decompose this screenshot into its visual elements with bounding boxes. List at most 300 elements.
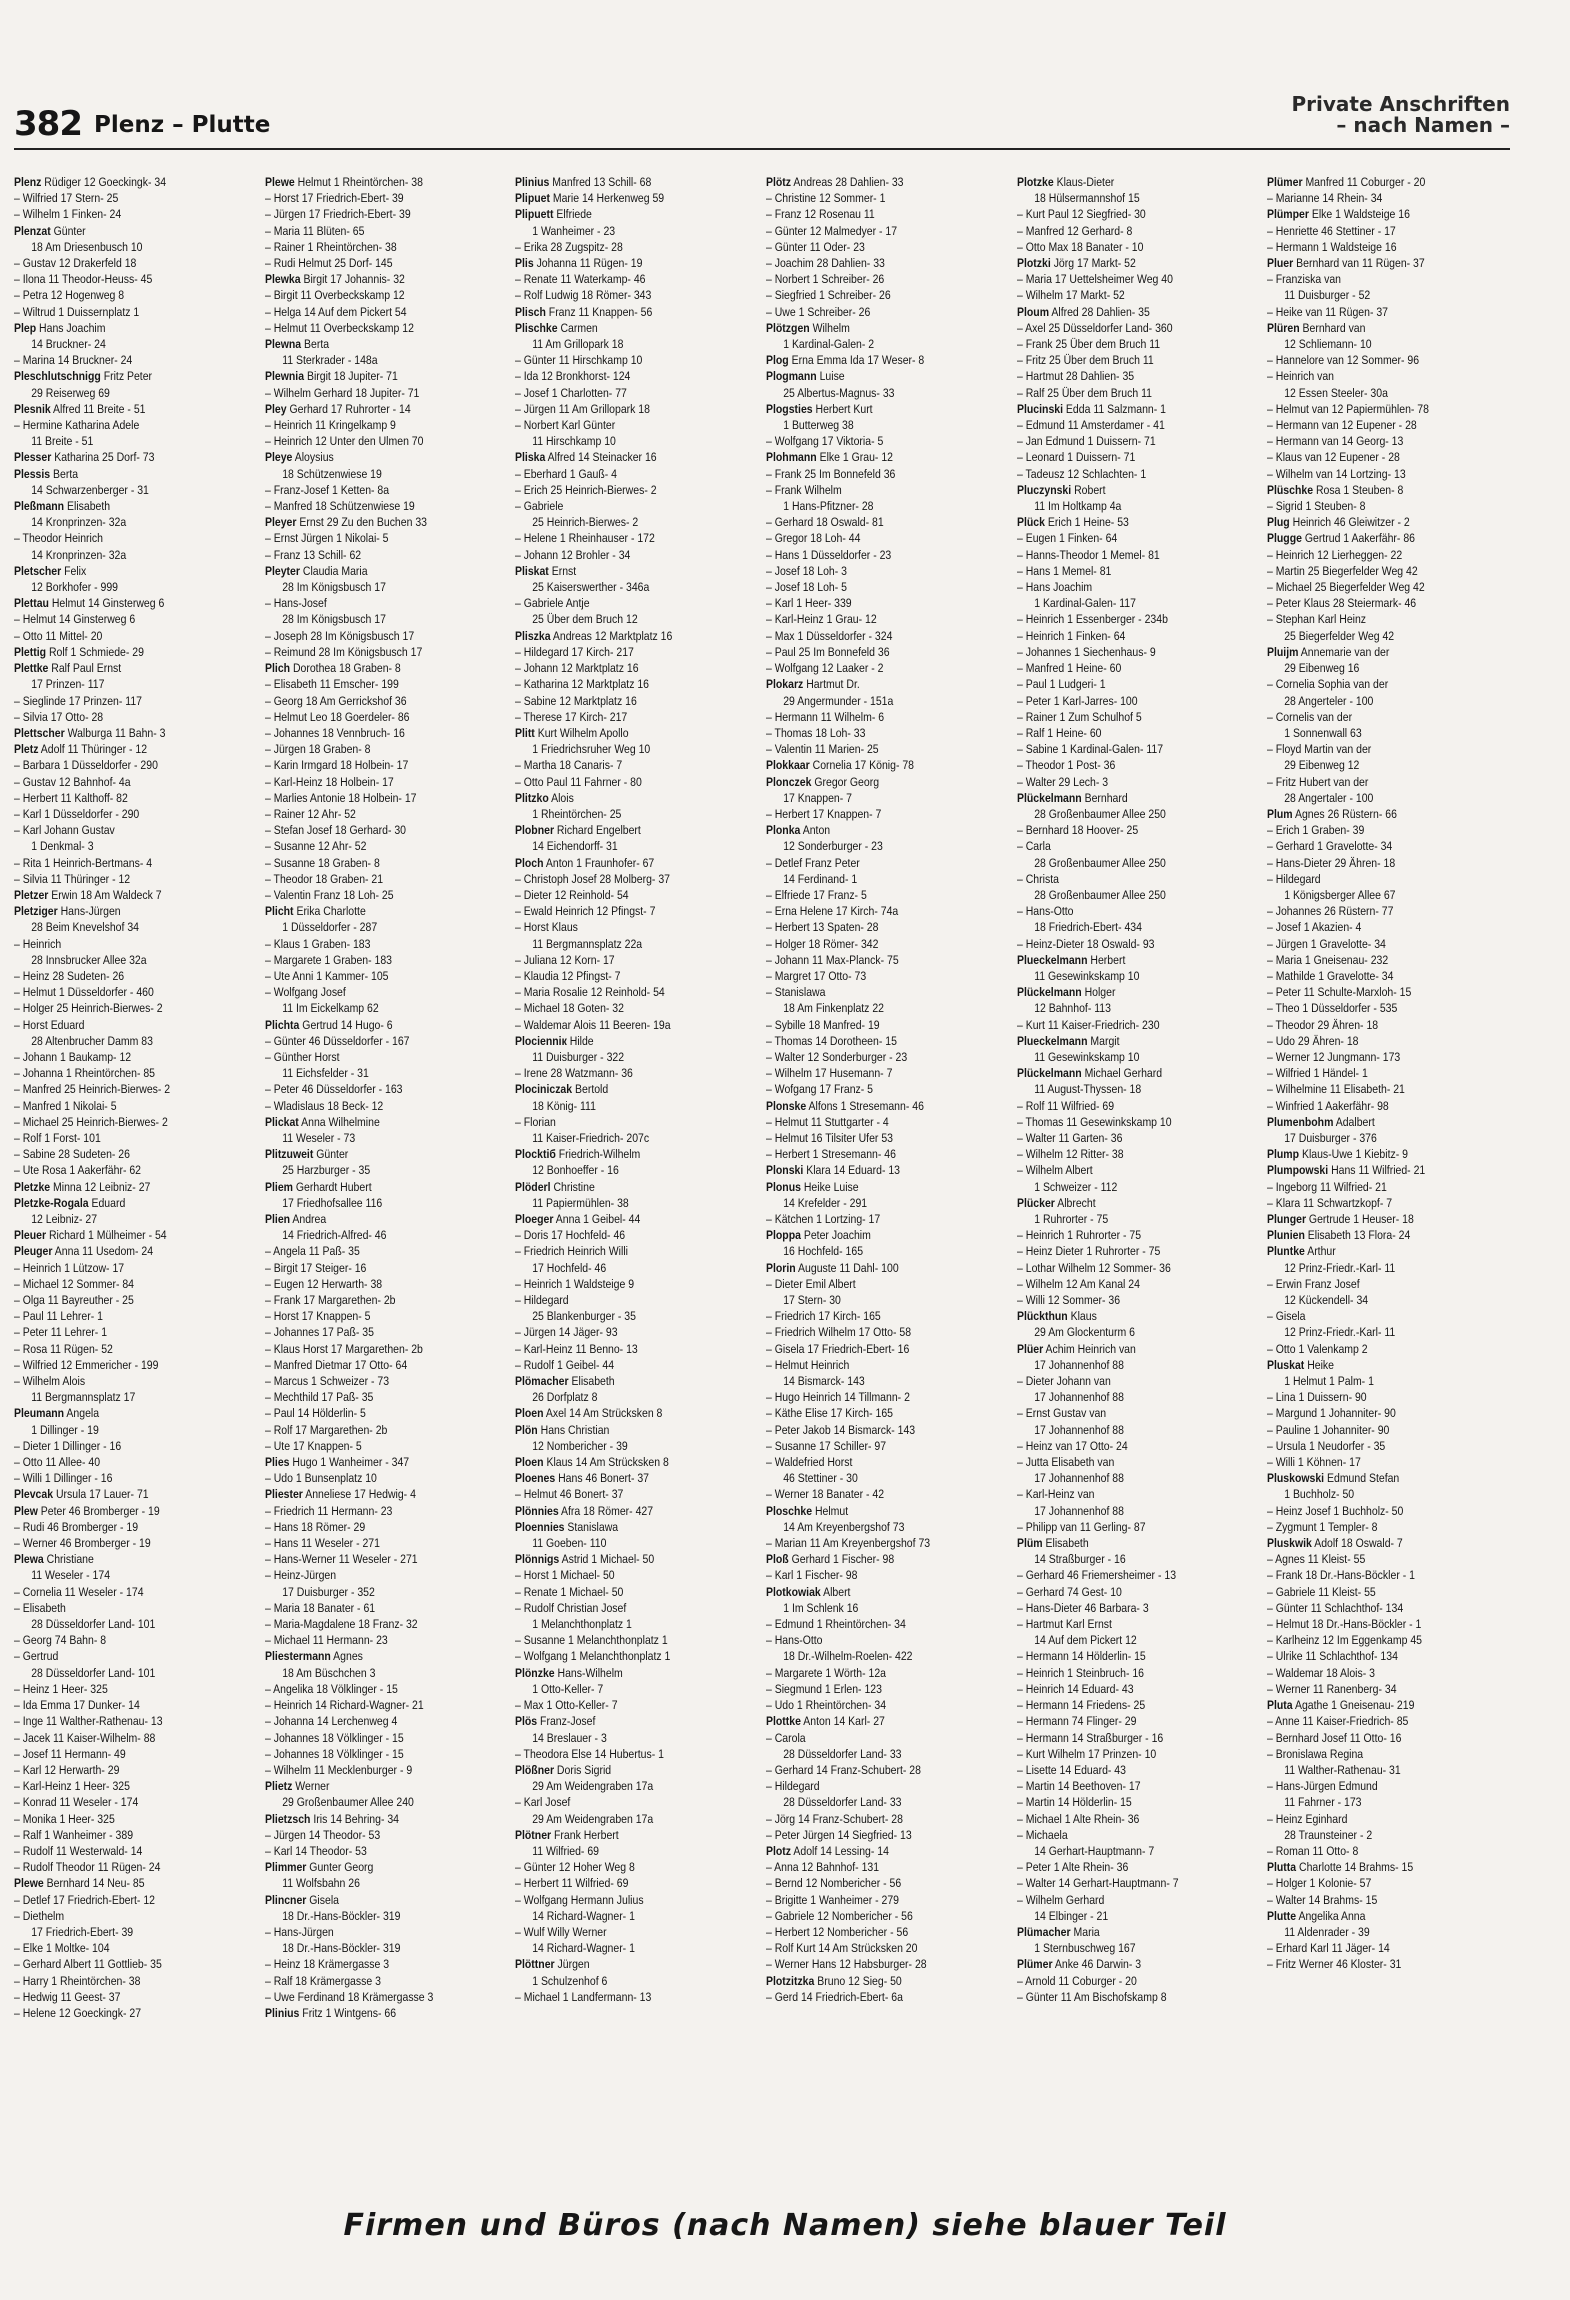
directory-entry: 14 Schwarzenberger - 31 — [31, 482, 149, 497]
directory-entry: 11 August-Thyssen- 18 — [1033, 1082, 1141, 1097]
directory-entry-surname: Plüren Bernhard van — [1267, 320, 1366, 335]
directory-entry: 11 Goeben- 110 — [532, 1536, 607, 1551]
directory-entry: – Wilhelm Gerhard 18 Jupiter- 71 — [264, 385, 420, 400]
directory-entry: – Günter 11 Schlachthof- 134 — [1267, 1600, 1404, 1615]
directory-entry: 14 Gerhart-Hauptmann- 7 — [1033, 1843, 1154, 1858]
directory-entry: – Helene 1 Rheinhauser - 172 — [515, 531, 656, 546]
directory-entry: – Helmut 16 Tilsiter Ufer 53 — [766, 1130, 893, 1145]
directory-entry: 17 Knappen- 7 — [783, 790, 852, 805]
directory-entry: 17 Johannenhof 88 — [1033, 1503, 1124, 1518]
directory-entry: 16 Hochfeld- 165 — [783, 1244, 864, 1259]
directory-entry: – Otto Paul 11 Fahrner - 80 — [515, 774, 643, 789]
directory-entry: 29 Am Weidengraben 17a — [532, 1779, 654, 1794]
directory-entry: – Ilona 11 Theodor-Heuss- 45 — [14, 272, 153, 287]
directory-entry: 1 Wanheimer - 23 — [532, 223, 616, 238]
directory-entry-surname: Pliestermann Agnes — [264, 1649, 363, 1664]
directory-entry: 25 Über dem Bruch 12 — [532, 612, 638, 627]
directory-entry: – Johann 12 Brohler - 34 — [515, 547, 631, 562]
directory-entry: – Peter 1 Karl-Jarres- 100 — [1016, 693, 1138, 708]
directory-entry: – Wofgang 17 Franz- 5 — [766, 1082, 874, 1097]
directory-entry: 11 Kaiser-Friedrich- 207c — [532, 1130, 650, 1145]
directory-entry: – Karin Irmgard 18 Holbein- 17 — [264, 758, 408, 773]
directory-entry-surname: Plotkowiak Albert — [766, 1584, 851, 1599]
directory-entry: – Ute 17 Knappen- 5 — [264, 1438, 362, 1453]
directory-entry: – Heinrich 1 Essenberger - 234b — [1016, 612, 1168, 627]
directory-entry: – Werner Hans 12 Habsburger- 28 — [766, 1957, 927, 1972]
directory-entry: – Udo 1 Bunsenplatz 10 — [264, 1471, 377, 1486]
directory-entry: – Heinz van 17 Otto- 24 — [1016, 1438, 1128, 1453]
directory-entry: – Frank 25 Im Bonnefeld 36 — [766, 466, 896, 481]
directory-entry: – Franz-Josef 1 Ketten- 8a — [264, 482, 389, 497]
directory-entry: – Herbert 11 Wilfried- 69 — [515, 1876, 629, 1891]
directory-entry: – Manfred 1 Nikolai- 5 — [14, 1098, 117, 1113]
directory-entry: – Michael 25 Biegerfelder Weg 42 — [1267, 580, 1426, 595]
directory-entry-surname: Plucinski Edda 11 Salzmann- 1 — [1016, 401, 1166, 416]
directory-entry: – Heinz Dieter 1 Ruhrorter - 75 — [1016, 1244, 1160, 1259]
directory-entry: – Edmund 11 Amsterdamer - 41 — [1016, 418, 1165, 433]
directory-entry-surname: Pliester Anneliese 17 Hedwig- 4 — [264, 1487, 416, 1502]
directory-entry: – Susanne 17 Schiller- 97 — [766, 1438, 887, 1453]
directory-entry: 17 Duisburger - 376 — [1284, 1130, 1378, 1145]
directory-entry: – Herbert 1 Stresemann- 46 — [766, 1147, 896, 1162]
directory-entry: 18 Am Finkenplatz 22 — [783, 1001, 884, 1016]
directory-entry: – Helene 12 Goeckingk- 27 — [14, 2005, 142, 2020]
directory-entry: – Jürgen 18 Graben- 8 — [264, 742, 371, 757]
directory-entry: – Ida Emma 17 Dunker- 14 — [14, 1698, 140, 1713]
directory-entry: – Hans-Otto — [766, 1633, 823, 1648]
directory-entry: 12 Leibniz- 27 — [31, 1212, 98, 1226]
directory-entry-surname: Plonske Alfons 1 Stresemann- 46 — [766, 1098, 924, 1113]
directory-entry-surname: Plitzko Alois — [515, 790, 575, 805]
directory-entry: – Philipp van 11 Gerling- 87 — [1016, 1519, 1146, 1534]
directory-entry: – Willi 12 Sommer- 36 — [1016, 1293, 1120, 1308]
directory-entry: – Ida 12 Bronkhorst- 124 — [515, 369, 631, 384]
directory-entry: – Horst Eduard — [14, 1017, 85, 1032]
directory-entry: – Herbert 17 Knappen- 7 — [766, 806, 882, 821]
directory-entry: – Axel 25 Düsseldorfer Land- 360 — [1016, 320, 1173, 335]
directory-entry: – Bernd 12 Nombericher - 56 — [766, 1876, 902, 1891]
directory-entry: – Peter Jürgen 14 Siegfried- 13 — [766, 1827, 912, 1842]
directory-entry: – Rolf 17 Margarethen- 2b — [264, 1422, 388, 1437]
directory-entry-surname: Plötner Frank Herbert — [515, 1827, 620, 1842]
directory-entry-surname: Plumpowski Hans 11 Wilfried- 21 — [1267, 1163, 1426, 1178]
directory-entry: – Frank 18 Dr.-Hans-Böckler - 1 — [1267, 1568, 1416, 1583]
directory-column — [265, 174, 512, 2192]
directory-entry: 25 Heinrich-Bierwes- 2 — [532, 515, 639, 530]
directory-entry-surname: Plesser Katharina 25 Dorf- 73 — [14, 450, 155, 465]
directory-entry: – Marlies Antonie 18 Holbein- 17 — [264, 790, 417, 805]
directory-entry: – Josef 18 Loh- 5 — [766, 580, 848, 595]
directory-entry: – Käthe Elise 17 Kirch- 165 — [766, 1406, 894, 1421]
directory-entry: 12 Prinz-Friedr.-Karl- 11 — [1284, 1260, 1396, 1275]
directory-entry: – Heinrich 1 Lützow- 17 — [14, 1260, 125, 1275]
directory-entry: – Paul 14 Hölderlin- 5 — [264, 1406, 366, 1421]
directory-entry: – Peter Klaus 28 Steiermark- 46 — [1267, 596, 1417, 611]
directory-entry-surname: Plüschke Rosa 1 Steuben- 8 — [1267, 482, 1404, 497]
directory-entry: – Otto 11 Mittel- 20 — [14, 628, 103, 643]
directory-entry: 14 Bismarck- 143 — [783, 1374, 865, 1389]
directory-entry: – Karl 14 Theodor- 53 — [264, 1843, 367, 1858]
directory-entry: – Eugen 12 Herwarth- 38 — [264, 1276, 382, 1291]
directory-entry-surname: Plettscher Walburga 11 Bahn- 3 — [14, 725, 166, 740]
directory-entry: 1 Düsseldorfer - 287 — [281, 920, 377, 935]
directory-entry-surname: Pletscher Felix — [14, 563, 87, 578]
directory-entry: – Gustav 12 Bahnhof- 4a — [14, 774, 131, 789]
directory-entry: – Angelika 18 Völklinger - 15 — [264, 1681, 398, 1696]
directory-entry-surname: Plümer Manfred 11 Coburger - 20 — [1267, 175, 1426, 189]
directory-entry: – Dieter 1 Dillinger - 16 — [14, 1438, 122, 1453]
directory-entry-surname: Pliska Alfred 14 Steinacker 16 — [515, 450, 657, 465]
directory-entry-surname: Pluijm Annemarie van der — [1267, 644, 1390, 659]
directory-entry-surname: Plietz Werner — [264, 1779, 330, 1794]
directory-entry-surname: Ploch Anton 1 Fraunhofer- 67 — [515, 855, 655, 870]
directory-entry: – Florian — [515, 1114, 557, 1129]
directory-entry: – Hanns-Theodor 1 Memel- 81 — [1016, 547, 1160, 562]
directory-entry: 11 Im Eickelkamp 62 — [281, 1001, 379, 1016]
directory-entry: – Walter 29 Lech- 3 — [1016, 774, 1108, 789]
directory-entry-surname: Plevcak Ursula 17 Lauer- 71 — [14, 1487, 149, 1502]
directory-entry: – Josef 11 Hermann- 49 — [14, 1746, 126, 1761]
directory-columns — [14, 174, 1514, 2192]
directory-entry: – Wilhelm Albert — [1016, 1163, 1093, 1178]
directory-entry: 25 Biegerfelder Weg 42 — [1284, 628, 1395, 643]
directory-entry-surname: Plonczek Gregor Georg — [766, 774, 880, 789]
directory-entry: – Wilhelm Gerhard — [1016, 1892, 1105, 1907]
directory-entry: – Peter 11 Lehrer- 1 — [14, 1325, 108, 1340]
directory-entry: 28 Altenbrucher Damm 83 — [31, 1033, 153, 1048]
directory-entry-surname: Pletzke-Rogala Eduard — [14, 1195, 126, 1210]
directory-entry: 11 Walther-Rathenau- 31 — [1284, 1762, 1402, 1777]
directory-column — [1017, 174, 1264, 2192]
directory-entry: – Gustav 12 Drakerfeld 18 — [14, 256, 137, 271]
directory-entry-surname: Plewe Helmut 1 Rheintörchen- 38 — [264, 175, 423, 189]
directory-entry: – Martin 25 Biegerfelder Weg 42 — [1267, 563, 1419, 578]
directory-entry: – Olga 11 Bayreuther - 25 — [14, 1293, 134, 1308]
directory-entry: – Hildegard — [515, 1293, 569, 1308]
directory-entry: – Gregor 18 Loh- 44 — [766, 531, 861, 546]
directory-entry: – Elke 1 Moltke- 104 — [14, 1941, 110, 1956]
directory-entry: 12 Kückendell- 34 — [1284, 1293, 1369, 1308]
directory-entry: – Johanna 14 Lerchenweg 4 — [264, 1714, 397, 1729]
directory-entry: – Gerhard 18 Oswald- 81 — [766, 515, 884, 530]
directory-entry-surname: Ploenes Hans 46 Bonert- 37 — [515, 1471, 650, 1486]
directory-entry: – Erna Helene 17 Kirch- 74a — [766, 904, 899, 919]
directory-entry: – Paul 25 Im Bonnefeld 36 — [766, 644, 890, 659]
directory-entry: – Hermann van 14 Georg- 13 — [1267, 434, 1404, 449]
directory-entry: 18 Am Driesenbusch 10 — [31, 239, 143, 254]
directory-entry: – Jacek 11 Kaiser-Wilhelm- 88 — [14, 1730, 156, 1745]
directory-entry: 1 Im Schlenk 16 — [783, 1600, 859, 1615]
directory-entry: – Wiltrud 1 Duissernplatz 1 — [14, 304, 140, 319]
directory-entry-surname: Plös Franz-Josef — [515, 1714, 596, 1729]
directory-entry: – Manfred Dietmar 17 Otto- 64 — [264, 1357, 407, 1372]
directory-entry: – Karl Josef — [515, 1795, 571, 1810]
directory-entry: – Fritz 25 Über dem Bruch 11 — [1016, 353, 1154, 368]
directory-entry: – Max 1 Düsseldorfer - 324 — [766, 628, 893, 643]
directory-entry: – Theodor 18 Graben- 21 — [264, 871, 383, 886]
directory-entry-surname: Plorin Auguste 11 Dahl- 100 — [766, 1260, 899, 1275]
directory-entry-surname: Plischke Carmen — [515, 320, 599, 335]
directory-entry: – Helmut 11 Stuttgarter - 4 — [766, 1114, 889, 1129]
directory-entry: – Karl-Heinz 11 Benno- 13 — [515, 1341, 639, 1356]
directory-entry-surname: Pliem Gerhardt Hubert — [264, 1179, 372, 1194]
directory-entry: – Johannes 26 Rüstern- 77 — [1267, 904, 1394, 919]
directory-column — [1267, 174, 1514, 2192]
directory-entry: – Elfriede 17 Franz- 5 — [766, 887, 867, 902]
directory-entry: – Norbert Karl Günter — [515, 418, 616, 433]
directory-entry: – Eberhard 1 Gauß- 4 — [515, 466, 618, 481]
directory-entry-surname: Pluczynski Robert — [1016, 482, 1106, 497]
directory-entry: 28 Großenbaumer Allee 250 — [1033, 887, 1166, 902]
directory-entry: – Wolfgang Hermann Julius — [515, 1892, 644, 1907]
directory-entry: – Floyd Martin van der — [1267, 742, 1372, 757]
directory-entry: – Wilfried 17 Stern- 25 — [14, 191, 119, 206]
directory-entry: 46 Stettiner - 30 — [783, 1471, 858, 1486]
directory-entry: – Karl-Heinz 1 Grau- 12 — [766, 612, 877, 627]
directory-entry: – Lisette 14 Eduard- 43 — [1016, 1762, 1126, 1777]
directory-entry: 28 Großenbaumer Allee 250 — [1033, 855, 1166, 870]
directory-entry: – Jürgen 11 Am Grillopark 18 — [515, 401, 651, 416]
directory-entry: 14 Kronprinzen- 32a — [31, 515, 127, 530]
directory-entry: 18 Friedrich-Ebert- 434 — [1033, 920, 1142, 935]
directory-entry-surname: Plociniczak Bertold — [515, 1082, 609, 1097]
directory-entry: 28 Innsbrucker Allee 32a — [31, 952, 147, 967]
directory-entry: – Günter 11 Oder- 23 — [766, 239, 865, 254]
directory-entry: – Johannes 18 Völklinger - 15 — [264, 1730, 404, 1745]
directory-entry: – Cornelia Sophia van der — [1267, 677, 1389, 692]
directory-entry: – Siegfried 1 Schreiber- 26 — [766, 288, 891, 303]
directory-entry: 1 Otto-Keller- 7 — [532, 1681, 604, 1696]
directory-entry: – Margarete 1 Wörth- 12a — [766, 1665, 887, 1680]
directory-entry-surname: Pluntke Arthur — [1267, 1244, 1337, 1259]
directory-entry: – Diethelm — [14, 1908, 65, 1923]
directory-entry-surname: Plipuett Elfriede — [515, 207, 593, 222]
directory-entry-surname: Plenz Rüdiger 12 Goeckingk- 34 — [14, 175, 167, 189]
directory-entry: – Wolfgang Josef — [264, 985, 346, 1000]
page-header — [14, 86, 1510, 150]
directory-entry: – Hugo Heinrich 14 Tillmann- 2 — [766, 1390, 910, 1405]
directory-entry: 1 Denkmal- 3 — [31, 839, 94, 854]
directory-entry: 14 Friedrich-Alfred- 46 — [281, 1228, 387, 1243]
directory-entry-surname: Plumenbohm Adalbert — [1267, 1114, 1376, 1129]
directory-entry: – Manfred 18 Schützenwiese 19 — [264, 499, 415, 514]
directory-entry-surname: Plewe Bernhard 14 Neu- 85 — [14, 1876, 145, 1891]
directory-entry: – Wolfgang 12 Laaker - 2 — [766, 661, 884, 676]
directory-entry: – Jürgen 17 Friedrich-Ebert- 39 — [264, 207, 411, 222]
directory-entry: – Siegmund 1 Erlen- 123 — [766, 1681, 882, 1696]
directory-entry: – Werner 12 Jungmann- 173 — [1267, 1049, 1401, 1064]
directory-entry-surname: Pleuger Anna 11 Usedom- 24 — [14, 1244, 154, 1259]
directory-entry: – Georg 74 Bahn- 8 — [14, 1633, 107, 1648]
directory-entry: 14 Richard-Wagner- 1 — [532, 1941, 636, 1956]
directory-entry: – Helmut van 12 Papiermühlen- 78 — [1267, 401, 1430, 416]
directory-entry: – Elisabeth 11 Emscher- 199 — [264, 677, 399, 692]
directory-entry: 28 Im Königsbusch 17 — [281, 580, 386, 595]
directory-entry: – Jürgen 14 Jäger- 93 — [515, 1325, 618, 1340]
directory-entry: – Heinrich 1 Steinbruch- 16 — [1016, 1665, 1144, 1680]
directory-entry-surname: Plonus Heike Luise — [766, 1179, 859, 1194]
directory-entry: 1 Kardinal-Galen- 2 — [783, 337, 875, 352]
directory-entry: – Manfred 1 Heine- 60 — [1016, 661, 1121, 676]
directory-entry: – Theodor 1 Post- 36 — [1016, 758, 1115, 773]
directory-entry: – Kurt Paul 12 Siegfried- 30 — [1016, 207, 1146, 222]
directory-entry: 29 Eibenweg 12 — [1284, 758, 1360, 773]
directory-entry: – Gerhard 74 Gest- 10 — [1016, 1584, 1122, 1599]
directory-entry: – Michael 25 Heinrich-Bierwes- 2 — [14, 1114, 168, 1129]
directory-entry: – Elisabeth — [14, 1600, 66, 1615]
directory-entry-surname: Plettau Helmut 14 Ginsterweg 6 — [14, 596, 165, 611]
directory-entry: – Theodor Heinrich — [14, 531, 103, 546]
directory-entry: – Jürgen 14 Theodor- 53 — [264, 1827, 380, 1842]
directory-entry-surname: Ploschke Helmut — [766, 1503, 849, 1518]
directory-entry-surname: Plößner Doris Sigrid — [515, 1762, 612, 1777]
directory-entry: – Theodora Else 14 Hubertus- 1 — [515, 1746, 665, 1761]
directory-entry: – Tadeusz 12 Schlachten- 1 — [1016, 466, 1146, 481]
directory-entry: – Silvia 17 Otto- 28 — [14, 709, 104, 724]
directory-entry: 25 Harzburger - 35 — [281, 1163, 370, 1178]
directory-entry: 14 Ferdinand- 1 — [783, 871, 858, 886]
directory-entry: – Marcus 1 Schweizer - 73 — [264, 1374, 389, 1389]
directory-entry: – Erika 28 Zugspitz- 28 — [515, 239, 624, 254]
directory-entry: – Heinz 18 Krämergasse 3 — [264, 1957, 389, 1972]
directory-entry: 29 Großenbaumer Allee 240 — [281, 1795, 414, 1810]
directory-entry-surname: Ploen Axel 14 Am Strücksken 8 — [515, 1406, 663, 1421]
directory-entry-surname: Plötz Andreas 28 Dahlien- 33 — [766, 175, 904, 189]
directory-entry: 11 Weseler - 174 — [31, 1568, 111, 1583]
directory-entry-surname: Plewna Berta — [264, 337, 329, 352]
directory-entry-surname: Plohmann Elke 1 Grau- 12 — [766, 450, 893, 465]
directory-entry: – Wulf Willy Werner — [515, 1924, 607, 1939]
directory-column — [14, 174, 261, 2192]
directory-entry: – Thomas 14 Dorotheen- 15 — [766, 1033, 897, 1048]
directory-entry: – Irene 28 Watzmann- 36 — [515, 1066, 634, 1081]
directory-entry-surname: Ploen Klaus 14 Am Strücksken 8 — [515, 1455, 670, 1470]
directory-entry: – Klaudia 12 Pfingst- 7 — [515, 968, 621, 983]
directory-entry: – Udo 1 Rheintörchen- 34 — [766, 1698, 887, 1713]
directory-entry: 1 Friedrichsruher Weg 10 — [532, 742, 651, 757]
directory-entry: 1 Hans-Pfitzner- 28 — [783, 499, 874, 514]
directory-entry: – Erwin Franz Josef — [1267, 1276, 1360, 1291]
directory-entry: – Leonard 1 Duissern- 71 — [1016, 450, 1135, 465]
directory-entry: – Hans-Jürgen — [264, 1924, 334, 1939]
directory-entry: – Michael 12 Sommer- 84 — [14, 1276, 135, 1291]
directory-entry-surname: Plüer Achim Heinrich van — [1016, 1341, 1136, 1356]
directory-entry-surname: Plugge Gertrud 1 Aakerfähr- 86 — [1267, 531, 1416, 546]
directory-entry: – Pauline 1 Johanniter- 90 — [1267, 1422, 1390, 1437]
directory-entry: – Walter 11 Garten- 36 — [1016, 1130, 1123, 1145]
directory-entry-surname: Plückelmann Michael Gerhard — [1016, 1066, 1162, 1081]
directory-entry: – Carola — [766, 1730, 806, 1745]
directory-entry-surname: Pliszka Andreas 12 Marktplatz 16 — [515, 628, 673, 643]
directory-entry: – Ursula 1 Neudorfer - 35 — [1267, 1438, 1386, 1453]
directory-entry-surname: Plichta Gertrud 14 Hugo- 6 — [264, 1017, 393, 1032]
directory-entry: – Josef 18 Loh- 3 — [766, 563, 848, 578]
directory-entry: – Gertrud — [14, 1649, 59, 1664]
directory-entry: – Peter 46 Düsseldorfer - 163 — [264, 1082, 403, 1097]
directory-entry: – Hannelore van 12 Sommer- 96 — [1267, 353, 1420, 368]
directory-entry: – Hermann 14 Straßburger - 16 — [1016, 1730, 1163, 1745]
directory-entry: 29 Am Weidengraben 17a — [532, 1811, 654, 1826]
directory-entry-surname: Pleyter Claudia Maria — [264, 563, 368, 578]
directory-entry: – Rainer 1 Zum Schulhof 5 — [1016, 709, 1142, 724]
directory-entry: – Birgit 11 Overbeckskamp 12 — [264, 288, 405, 303]
directory-entry: – Heike van 11 Rügen- 37 — [1267, 304, 1389, 319]
directory-entry-surname: Plotzitzka Bruno 12 Sieg- 50 — [766, 1973, 902, 1988]
directory-entry: – Konrad 11 Weseler - 174 — [14, 1795, 139, 1810]
directory-entry: – Otto 1 Valenkamp 2 — [1267, 1341, 1368, 1356]
directory-entry-surname: Plitzuweit Günter — [264, 1147, 348, 1162]
directory-entry-surname: Pleye Aloysius — [264, 450, 334, 465]
directory-entry: – Bronislawa Regina — [1267, 1746, 1364, 1761]
directory-entry: – Holger 18 Römer- 342 — [766, 936, 879, 951]
directory-entry: – Hermine Katharina Adele — [14, 418, 140, 433]
directory-entry-surname: Plogmann Luise — [766, 369, 845, 384]
directory-entry: – Horst 17 Friedrich-Ebert- 39 — [264, 191, 404, 206]
directory-entry-surname: Pletz Adolf 11 Thüringer - 12 — [14, 742, 148, 757]
directory-entry: 11 Im Holtkamp 4a — [1033, 499, 1122, 514]
directory-entry: 14 Kronprinzen- 32a — [31, 547, 127, 562]
directory-entry: – Wilhelm 17 Markt- 52 — [1016, 288, 1125, 303]
directory-entry: – Barbara 1 Düsseldorfer - 290 — [14, 758, 158, 773]
directory-entry-surname: Plotz Adolf 14 Lessing- 14 — [766, 1843, 889, 1858]
directory-entry: – Heinrich 1 Waldsteige 9 — [515, 1276, 635, 1291]
directory-entry: – Ulrike 11 Schlachthof- 134 — [1267, 1649, 1399, 1664]
directory-entry: 14 Krefelder - 291 — [783, 1195, 868, 1210]
directory-entry: – Fritz Hubert van der — [1267, 774, 1369, 789]
directory-entry-surname: Pley Gerhard 17 Ruhrorter - 14 — [264, 401, 411, 416]
directory-entry: – Ralf 1 Heine- 60 — [1016, 725, 1102, 740]
directory-entry: 17 Hochfeld- 46 — [532, 1260, 607, 1275]
directory-entry-surname: Pleyer Ernst 29 Zu den Buchen 33 — [264, 515, 427, 530]
directory-entry: – Wilhelm 17 Husemann- 7 — [766, 1066, 893, 1081]
directory-entry: – Valentin 11 Marien- 25 — [766, 742, 879, 757]
directory-entry: – Ingeborg 11 Wilfried- 21 — [1267, 1179, 1388, 1194]
directory-entry: – Heinrich 14 Richard-Wagner- 21 — [264, 1698, 424, 1713]
directory-entry: – Georg 18 Am Gerrickshof 36 — [264, 693, 407, 708]
directory-entry-surname: Pleuer Richard 1 Mülheimer - 54 — [14, 1228, 167, 1243]
directory-entry-surname: Plückthun Klaus — [1016, 1309, 1097, 1324]
directory-entry-surname: Pluskowski Edmund Stefan — [1267, 1471, 1400, 1486]
directory-entry: – Wilhelm 11 Mecklenburger - 9 — [264, 1762, 412, 1777]
directory-entry: 1 Kardinal-Galen- 117 — [1033, 596, 1136, 611]
directory-entry: – Peter 11 Schulte-Marxloh- 15 — [1267, 985, 1412, 1000]
directory-entry-surname: Plümer Anke 46 Darwin- 3 — [1016, 1957, 1141, 1972]
directory-entry: – Werner 18 Banater - 42 — [766, 1487, 885, 1502]
directory-entry: – Hans-Jürgen Edmund — [1267, 1779, 1379, 1794]
directory-entry: – Karl 1 Fischer- 98 — [766, 1568, 858, 1583]
directory-entry: – Michaela — [1016, 1827, 1068, 1842]
directory-entry: – Eugen 1 Finken- 64 — [1016, 531, 1117, 546]
directory-entry-surname: Plinius Manfred 13 Schill- 68 — [515, 175, 652, 189]
directory-entry-surname: Plocienniк Hilde — [515, 1033, 594, 1048]
directory-entry-surname: Plück Erich 1 Heine- 53 — [1016, 515, 1129, 530]
directory-entry: – Wladislaus 18 Beck- 12 — [264, 1098, 383, 1113]
directory-entry-surname: Plönzke Hans-Wilhelm — [515, 1665, 624, 1680]
directory-entry: – Lothar Wilhelm 12 Sommer- 36 — [1016, 1260, 1171, 1275]
directory-entry: – Bernhard 18 Hoover- 25 — [1016, 823, 1138, 838]
directory-entry: – Waldemar 18 Alois- 3 — [1267, 1665, 1376, 1680]
directory-entry: – Heinrich 11 Kringelkamp 9 — [264, 418, 396, 433]
directory-entry: – Detlef Franz Peter — [766, 855, 860, 870]
directory-entry: 17 Friedrich-Ebert- 39 — [31, 1924, 134, 1939]
directory-entry: – Gerhard 46 Friemersheimer - 13 — [1016, 1568, 1176, 1583]
directory-column — [766, 174, 1013, 2192]
directory-entry: – Hildegard 17 Kirch- 217 — [515, 644, 635, 659]
directory-entry: – Kätchen 1 Lortzing- 17 — [766, 1212, 881, 1226]
directory-entry: – Frank 17 Margarethen- 2b — [264, 1293, 396, 1308]
directory-entry: – Karl-Heinz 18 Holbein- 17 — [264, 774, 394, 789]
directory-entry: – Mathilde 1 Gravelotte- 34 — [1267, 968, 1394, 983]
